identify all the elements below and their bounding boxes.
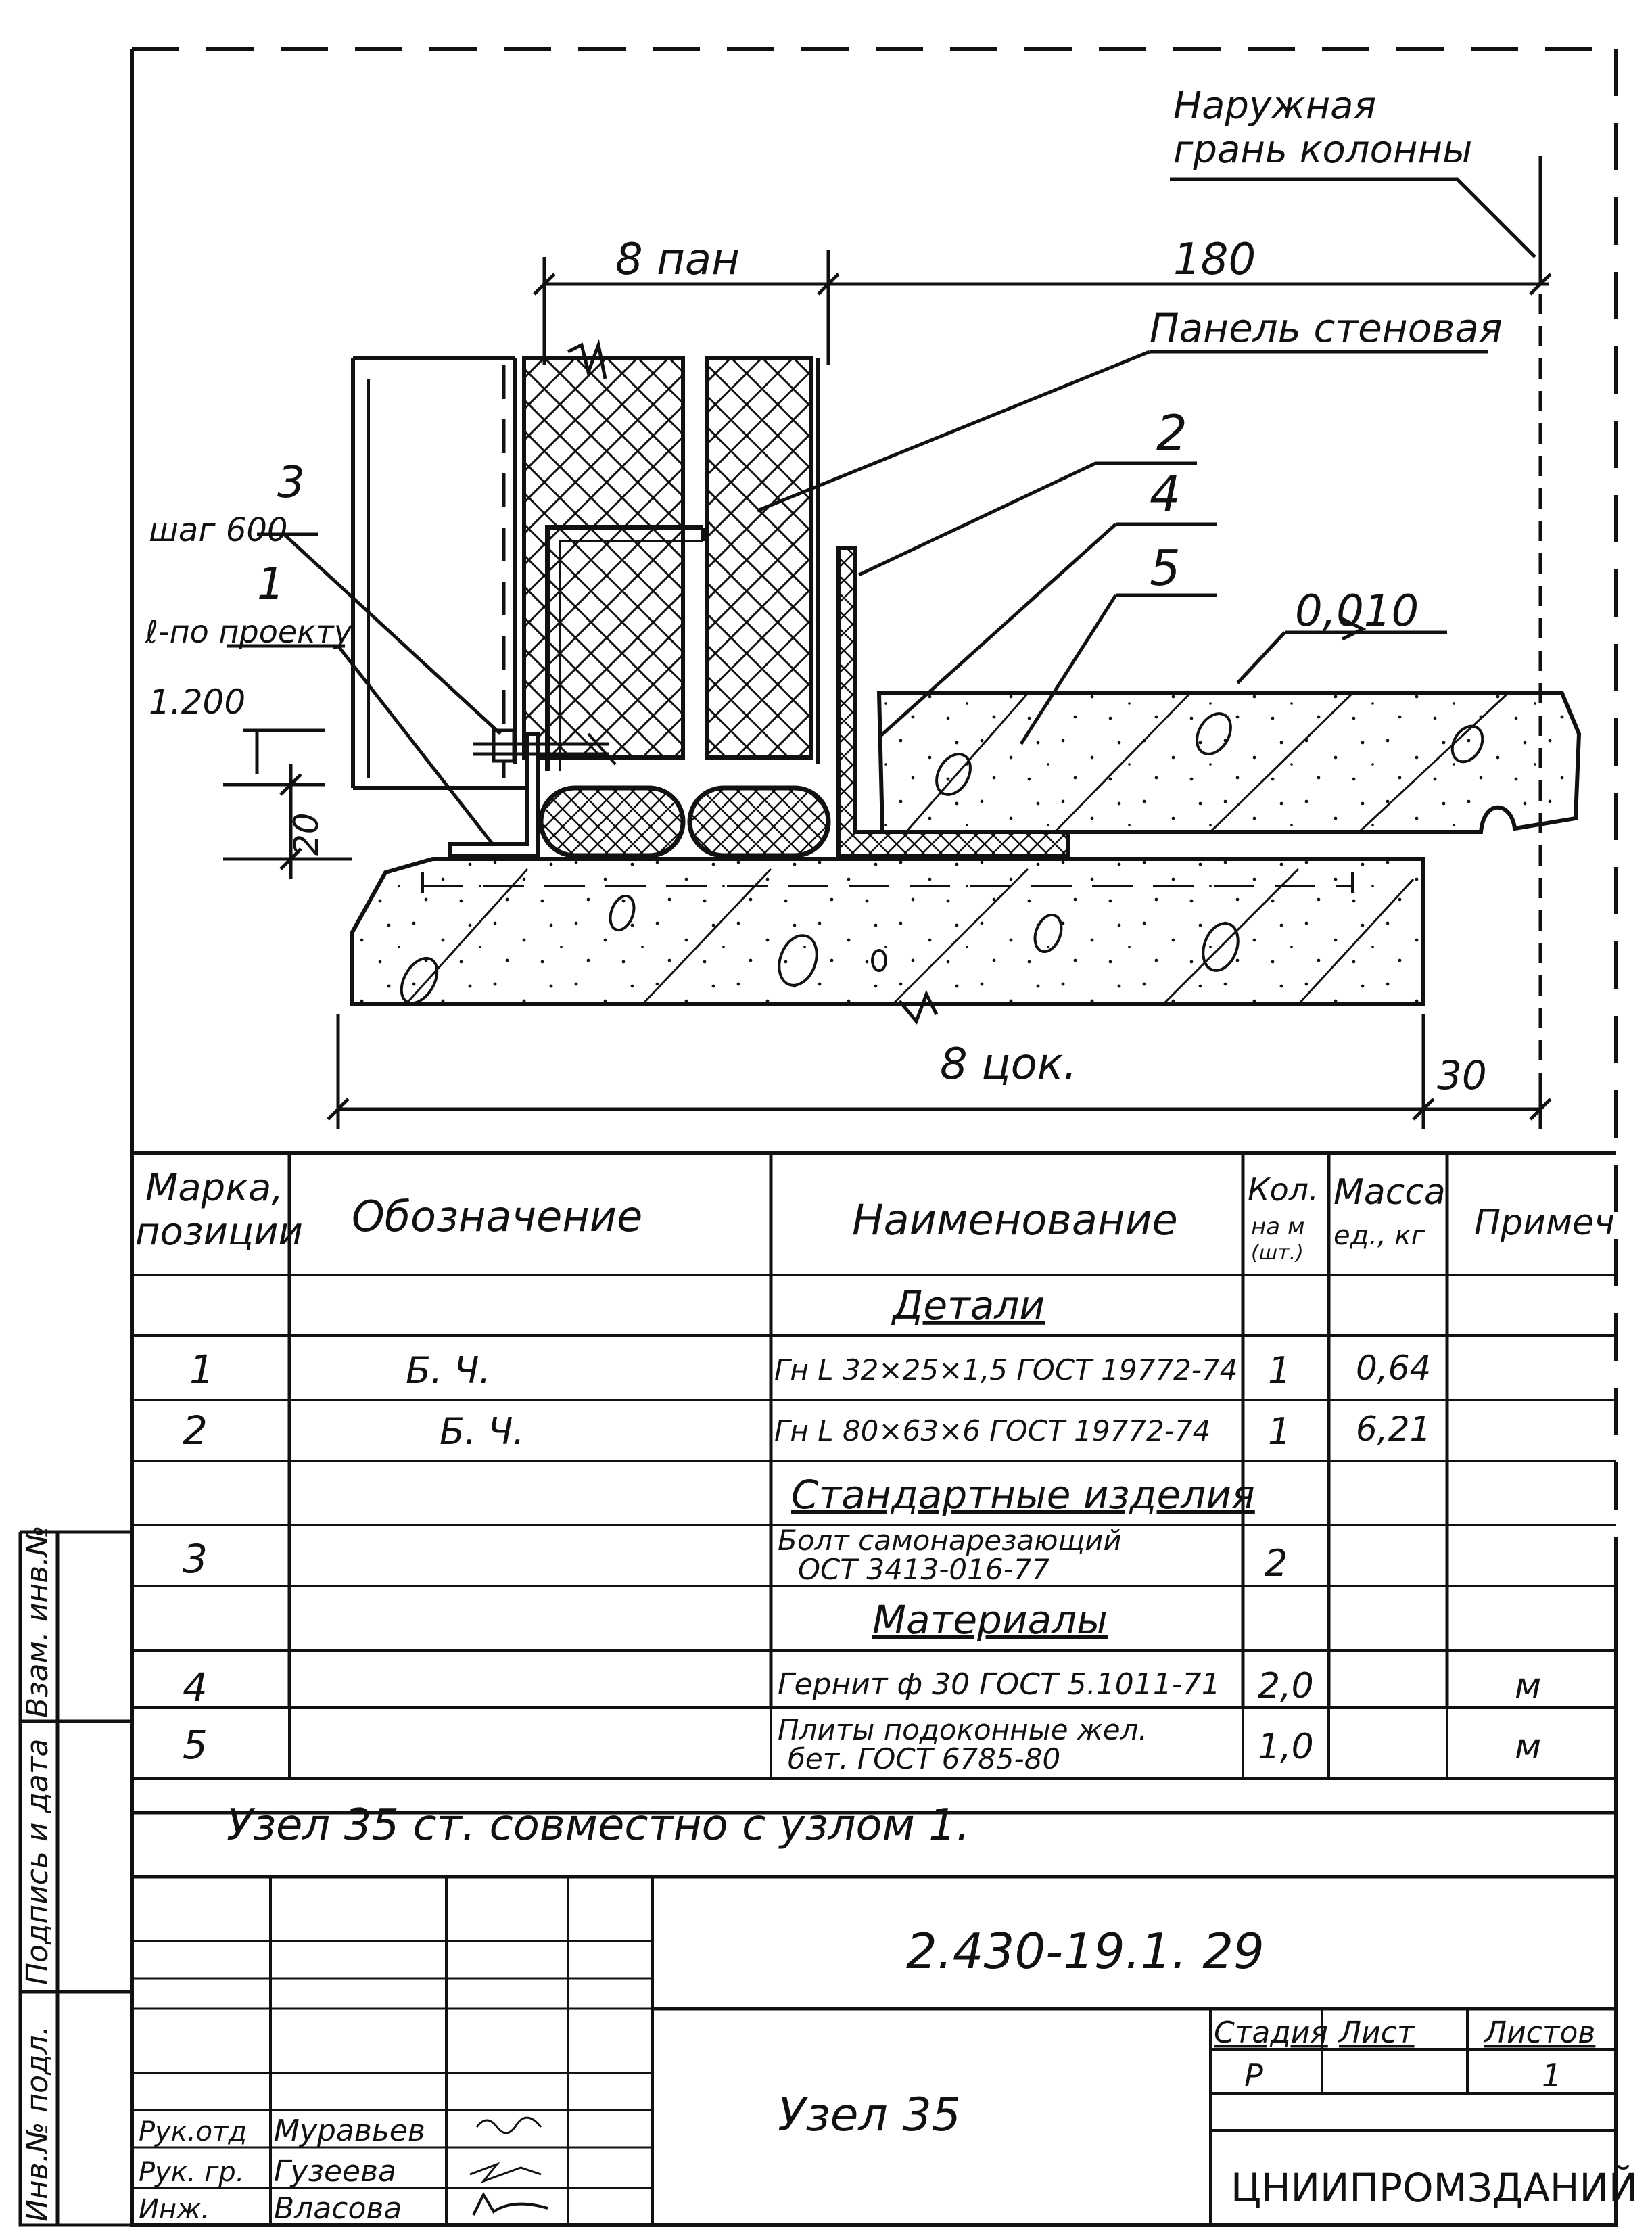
section-materials: Материалы: [872, 1597, 1108, 1643]
col-note: Примеч: [1474, 1203, 1615, 1243]
row-mark: 3: [183, 1536, 208, 1582]
node-title: Узел 35: [778, 2089, 962, 2142]
label-length: ℓ-по проекту: [145, 613, 352, 650]
side-stamp: [20, 1525, 132, 2225]
row-mark: 1: [189, 1347, 214, 1393]
signer-role: Инж.: [139, 2194, 210, 2225]
col-mark-2: позиции: [135, 1210, 303, 1254]
callout-2: 2: [1156, 404, 1187, 461]
row-name-line2: ОСТ 3413-016-77: [798, 1553, 1050, 1586]
window-sill-slab: [879, 693, 1579, 832]
signer-name: Власова: [274, 2191, 402, 2226]
label-outer-face-2: грань колонны: [1173, 128, 1473, 172]
row-mass: 6,21: [1356, 1409, 1432, 1449]
col-designation: Обозначение: [352, 1192, 643, 1241]
signer-name: Гузеева: [274, 2154, 396, 2189]
row-name: Гернит ф 30 ГОСТ 5.1011-71: [778, 1667, 1221, 1702]
dim-180: 180: [1173, 235, 1256, 285]
row-name: Гн L 80×63×6 ГОСТ 19772-74: [774, 1414, 1211, 1447]
label-step: шаг 600: [149, 511, 288, 549]
callout-4: 4: [1150, 465, 1181, 522]
stage-value: Р: [1244, 2057, 1263, 2094]
general-note: Узел 35 ст. совместно с узлом 1.: [227, 1800, 970, 1850]
row-mark: 5: [183, 1722, 208, 1768]
col-qty-2: на м: [1251, 1213, 1305, 1240]
callout-1: 1: [257, 559, 285, 609]
row-mark: 4: [183, 1664, 208, 1710]
doc-number: 2.430-19.1. 29: [906, 1923, 1265, 1980]
callout-5: 5: [1150, 540, 1181, 597]
specification-table: [132, 1153, 1616, 1813]
row-designation: Б. Ч.: [406, 1349, 491, 1392]
col-mass-1: Масса: [1334, 1172, 1446, 1213]
dim-30: 30: [1437, 1052, 1487, 1098]
stamp-replaces: Взам. инв.№: [20, 1525, 55, 1718]
signature: [473, 2195, 548, 2215]
label-outer-face-1: Наружная: [1173, 84, 1377, 128]
signer-name: Муравьев: [274, 2114, 425, 2148]
section-details: Детали: [893, 1282, 1045, 1328]
col-name: Наименование: [852, 1195, 1178, 1244]
row-mark: 2: [183, 1407, 208, 1453]
row-note: м: [1515, 1666, 1542, 1706]
row-mass: 0,64: [1356, 1349, 1432, 1388]
table-row: [189, 1347, 1431, 1393]
level-0010: 0,010: [1295, 586, 1419, 636]
section-standard: Стандартные изделия: [791, 1472, 1255, 1518]
sheet-label: Лист: [1339, 2015, 1415, 2050]
col-mark-1: Марка,: [145, 1166, 284, 1210]
signer-role: Рук. гр.: [139, 2157, 245, 2188]
gernit-cord-right: [690, 788, 828, 856]
row-name-line1: Болт самонарезающий: [778, 1524, 1122, 1557]
signer-role: Рук.отд: [139, 2116, 247, 2147]
row-note: м: [1515, 1727, 1542, 1767]
dim-20: 20: [287, 812, 326, 856]
label-wall-panel: Панель стеновая: [1150, 305, 1503, 351]
callout-3: 3: [277, 458, 305, 508]
col-qty-3: (шт.): [1251, 1241, 1304, 1265]
stamp-inv-no: Инв.№ подл.: [20, 2026, 55, 2222]
row-designation: Б. Ч.: [440, 1410, 525, 1453]
col-mass-2: ед., кг: [1334, 1220, 1425, 1251]
table-row: [183, 1713, 1541, 1775]
label-level-1200: 1.200: [149, 682, 246, 722]
dim-b-pan: 8 пан: [615, 235, 740, 285]
row-qty: 1: [1268, 1349, 1292, 1392]
table-row: [183, 1664, 1541, 1710]
row-qty: 1,0: [1258, 1727, 1314, 1767]
signature: [477, 2118, 541, 2133]
stage-label: Стадия: [1214, 2015, 1328, 2050]
row-name-line1: Плиты подоконные жел.: [778, 1713, 1148, 1746]
sheets-value: 1: [1542, 2057, 1562, 2094]
row-qty: 2,0: [1258, 1666, 1314, 1706]
title-block: [132, 1877, 1638, 2226]
stamp-sign-date: Подпись и дата: [20, 1738, 55, 1985]
gernit-cord-left: [541, 788, 683, 856]
signature: [470, 2164, 541, 2181]
organization: ЦНИИПРОМЗДАНИЙ: [1231, 2165, 1638, 2211]
section-drawing: [223, 156, 1579, 1129]
dim-b-tsok: 8 цок.: [940, 1040, 1077, 1090]
col-qty-1: Кол.: [1248, 1171, 1319, 1208]
row-name: Гн L 32×25×1,5 ГОСТ 19772-74: [774, 1353, 1238, 1386]
sheets-label: Листов: [1484, 2015, 1596, 2050]
row-qty: 2: [1265, 1542, 1288, 1585]
row-name-line2: бет. ГОСТ 6785-80: [788, 1742, 1061, 1775]
table-row: [183, 1524, 1288, 1586]
row-qty: 1: [1268, 1410, 1292, 1453]
plinth-slab: [352, 859, 1423, 1004]
